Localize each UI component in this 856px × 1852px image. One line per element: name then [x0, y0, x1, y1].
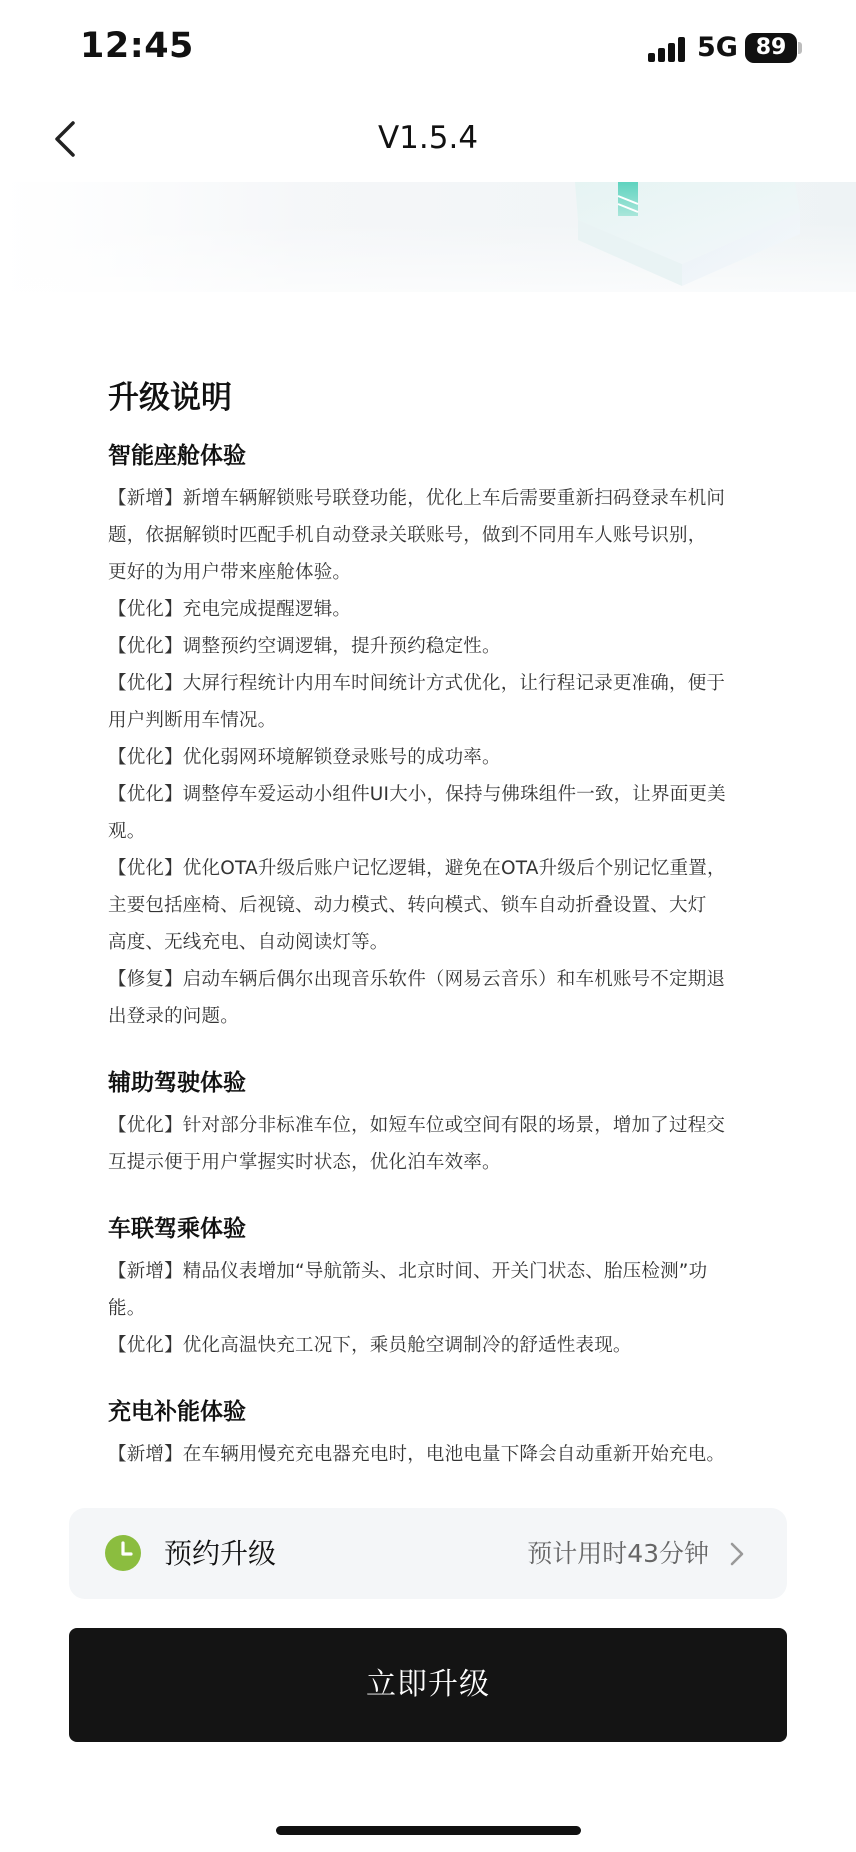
note-line: 出登录的问题。	[108, 1006, 239, 1027]
hero-illustration	[0, 182, 856, 332]
note-line: 【优化】针对部分非标准车位，如短车位或空间有限的场景，增加了过程交	[108, 1115, 726, 1136]
schedule-upgrade-label: 预约升级	[164, 1537, 277, 1570]
note-line: 观。	[108, 821, 146, 842]
note-line: 【新增】在车辆用慢充充电器充电时，电池电量下降会自动重新开始充电。	[108, 1444, 726, 1465]
notes-group-cockpit	[108, 435, 748, 1035]
note-line: 【优化】充电完成提醒逻辑。	[108, 599, 352, 620]
group-title: 车联驾乘体验	[108, 1216, 246, 1242]
note-line: 主要包括座椅、后视镜、动力模式、转向模式、锁车自动折叠设置、大灯	[108, 895, 707, 916]
estimated-duration: 预计用时43分钟	[527, 1539, 709, 1568]
note-line: 【优化】调整停车爱运动小组件UI大小，保持与佛珠组件一致，让界面更美	[108, 784, 726, 805]
battery-tip	[798, 42, 802, 54]
battery-icon	[745, 33, 797, 63]
clock-icon	[104, 1534, 142, 1572]
status-bar	[0, 0, 856, 96]
network-type: 5G	[697, 32, 738, 63]
home-indicator[interactable]	[276, 1826, 581, 1835]
note-line: 【优化】调整预约空调逻辑，提升预约稳定性。	[108, 636, 501, 657]
notes-group-driving-assist	[108, 1062, 748, 1181]
note-line: 更好的为用户带来座舱体验。	[108, 562, 352, 583]
note-line: 【优化】优化OTA升级后账户记忆逻辑，避免在OTA升级后个别记忆重置，	[108, 858, 726, 879]
hero-graphic	[0, 182, 856, 332]
note-line: 题，依据解锁时匹配手机自动登录关联账号，做到不同用车人账号识别，	[108, 525, 707, 546]
notes-group-connected	[108, 1208, 748, 1364]
schedule-upgrade-row[interactable]	[69, 1508, 787, 1599]
note-line: 【优化】优化弱网环境解锁登录账号的成功率。	[108, 747, 501, 768]
note-line: 【新增】新增车辆解锁账号联登功能，优化上车后需要重新扫码登录车机问	[108, 488, 726, 509]
battery-level: 89	[755, 35, 787, 60]
note-line: 【修复】启动车辆后偶尔出现音乐软件（网易云音乐）和车机账号不定期退	[108, 969, 726, 990]
page-title: V1.5.4	[377, 120, 479, 156]
group-title: 辅助驾驶体验	[108, 1070, 246, 1096]
chevron-right-icon	[725, 1541, 747, 1567]
note-line: 互提示便于用户掌握实时状态，优化泊车效率。	[108, 1152, 501, 1173]
upgrade-now-button[interactable]: 立即升级	[69, 1628, 787, 1742]
nav-bar	[0, 96, 856, 182]
note-line: 【新增】精品仪表增加“导航箭头、北京时间、开关门状态、胎压检测”功	[108, 1261, 708, 1282]
cellular-signal-icon	[648, 36, 688, 62]
status-time: 12:45	[80, 26, 194, 66]
note-line: 能。	[108, 1298, 146, 1319]
section-heading: 升级说明	[108, 380, 232, 416]
release-notes	[108, 372, 748, 1500]
note-line: 【优化】大屏行程统计内用车时间统计方式优化，让行程记录更准确，便于	[108, 673, 726, 694]
note-line: 【优化】优化高温快充工况下，乘员舱空调制冷的舒适性表现。	[108, 1335, 632, 1356]
group-title: 充电补能体验	[108, 1399, 246, 1425]
note-line: 用户判断用车情况。	[108, 710, 277, 731]
note-line: 高度、无线充电、自动阅读灯等。	[108, 932, 389, 953]
notes-group-charging	[108, 1391, 748, 1473]
group-title: 智能座舱体验	[108, 443, 246, 469]
